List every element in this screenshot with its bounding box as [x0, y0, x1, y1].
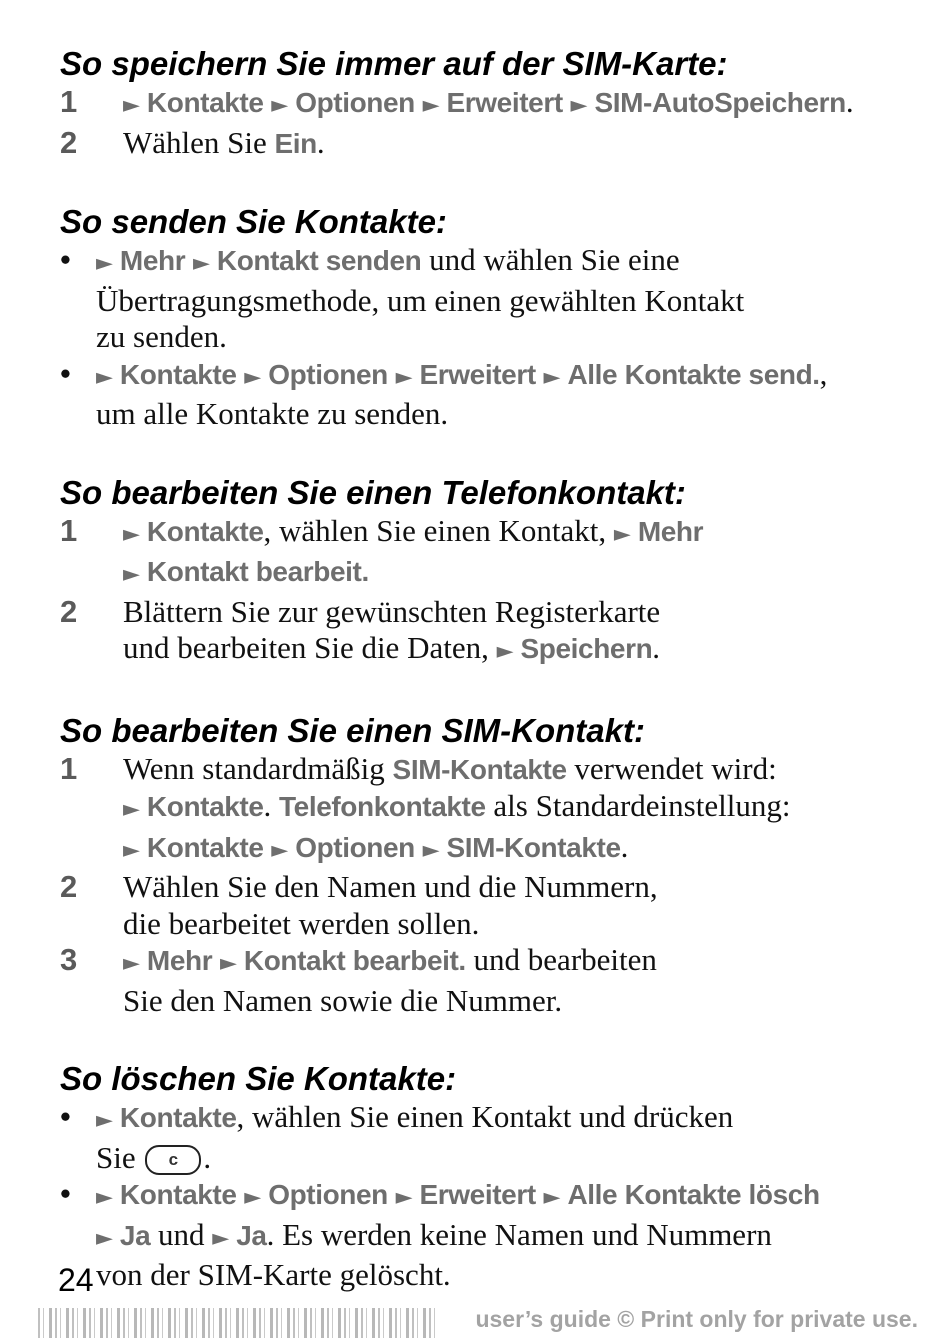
text-line — [96, 1140, 920, 1177]
body-text — [536, 1176, 544, 1211]
menu-arrow-icon: ► — [96, 1108, 120, 1133]
menu-keyword: Erweitert — [419, 1179, 536, 1210]
numbered-step — [60, 84, 920, 125]
body-text: und — [150, 1216, 213, 1252]
menu-arrow-icon: ► — [192, 251, 217, 276]
page-number: 24 — [58, 1262, 94, 1298]
text-line — [123, 594, 920, 631]
menu-keyword: Erweitert — [419, 358, 536, 390]
footer-copyright: user’s guide © Print only for private use. — [475, 1306, 918, 1332]
body-text: . — [845, 84, 854, 119]
step-number: 1 — [60, 84, 78, 119]
menu-keyword: Optionen — [268, 358, 388, 390]
menu-keyword: Ja — [236, 1219, 267, 1251]
menu-keyword: Speichern — [520, 633, 653, 664]
text-line — [123, 630, 920, 671]
menu-keyword: Kontakte — [146, 831, 264, 863]
body-text: , wählen Sie einen Kontakt, — [263, 512, 614, 548]
body-text: . — [263, 788, 280, 823]
text-line — [123, 906, 920, 943]
step-number: 3 — [60, 942, 78, 977]
text-line — [123, 942, 920, 983]
menu-keyword: Alle Kontakte send. — [567, 358, 820, 390]
body-text: als Standardeinstellung: — [485, 788, 791, 823]
bullet-item — [60, 1176, 920, 1294]
menu-arrow-icon: ► — [123, 521, 147, 547]
menu-arrow-icon: ► — [244, 364, 269, 390]
menu-arrow-icon: ► — [271, 93, 296, 118]
menu-keyword: Alle Kontakte lösch — [567, 1179, 820, 1210]
body-text: Sie — [96, 1139, 144, 1175]
menu-keyword: SIM-AutoSpeichern — [594, 87, 846, 118]
body-text: Wählen Sie — [123, 124, 275, 160]
menu-keyword: Optionen — [295, 831, 415, 863]
bullet-marker: • — [60, 1176, 71, 1211]
body-text — [536, 356, 544, 391]
numbered-step — [60, 125, 920, 163]
body-text: Sie den Namen sowie die Nummer. — [123, 982, 563, 1018]
body-text: . — [316, 124, 325, 160]
body-text: , wählen Sie einen Kontakt und drücken — [236, 1099, 734, 1134]
menu-keyword: Erweitert — [446, 87, 563, 118]
menu-arrow-icon: ► — [395, 364, 420, 390]
menu-arrow-icon: ► — [96, 1185, 120, 1210]
bullet-item — [60, 242, 920, 356]
menu-keyword: Optionen — [268, 1179, 388, 1210]
menu-arrow-icon: ► — [395, 1185, 420, 1210]
menu-keyword: Telefonkontakte — [279, 791, 486, 822]
body-text: Blättern Sie zur gewünschten Registerkarte — [123, 593, 661, 629]
menu-arrow-icon: ► — [543, 1185, 568, 1210]
numbered-step — [60, 751, 920, 870]
section-heading: So senden Sie Kontakte: — [60, 203, 447, 240]
menu-keyword: Kontakt bearbeit. — [243, 945, 466, 976]
body-text: Übertragungsmethode, um einen gewählten Kontakt — [96, 282, 745, 318]
clear-key-icon: c — [145, 1145, 201, 1175]
section — [60, 711, 920, 1020]
menu-arrow-icon: ► — [123, 797, 147, 822]
menu-arrow-icon: ► — [543, 364, 568, 390]
step-number: 2 — [60, 593, 78, 629]
text-line — [96, 242, 920, 283]
menu-keyword: Mehr — [119, 245, 186, 276]
text-line — [123, 84, 920, 125]
body-text: zu senden. — [96, 319, 227, 354]
text-line — [96, 1176, 920, 1217]
section — [60, 44, 920, 162]
text-line — [123, 751, 920, 789]
body-text — [212, 942, 220, 977]
footer — [38, 1306, 918, 1340]
text-line — [96, 1099, 920, 1140]
menu-keyword: Kontakte — [119, 1102, 237, 1133]
menu-arrow-icon: ► — [271, 837, 296, 863]
menu-arrow-icon: ► — [96, 1225, 120, 1251]
bullet-item — [60, 356, 920, 433]
bullet-marker: • — [60, 355, 71, 391]
menu-arrow-icon: ► — [496, 639, 521, 664]
menu-arrow-icon: ► — [613, 521, 638, 547]
body-text — [388, 356, 396, 391]
text-line — [123, 513, 920, 554]
menu-keyword: Kontakte — [119, 1179, 237, 1210]
menu-arrow-icon: ► — [219, 951, 244, 976]
bullet-marker: • — [60, 242, 71, 277]
text-line — [123, 983, 920, 1020]
text-line — [96, 283, 920, 320]
manual-page-content — [60, 44, 920, 1334]
menu-arrow-icon: ► — [123, 951, 147, 976]
footer-barcode-text — [38, 1308, 438, 1338]
text-line — [96, 396, 920, 433]
menu-arrow-icon: ► — [422, 837, 447, 863]
menu-keyword: Kontakt bearbeit. — [146, 556, 369, 587]
step-number: 2 — [60, 869, 78, 904]
menu-keyword: Optionen — [295, 87, 415, 118]
menu-keyword: Kontakte — [146, 515, 264, 547]
menu-keyword: Kontakte — [119, 358, 237, 390]
body-text — [388, 1176, 396, 1211]
menu-arrow-icon: ► — [570, 93, 595, 118]
step-number: 2 — [60, 124, 78, 160]
numbered-step — [60, 942, 920, 1019]
section-heading: So bearbeiten Sie einen Telefonkontakt: — [60, 473, 686, 511]
section-heading: So bearbeiten Sie einen SIM-Kontakt: — [60, 711, 645, 749]
menu-keyword: Kontakt senden — [216, 245, 422, 276]
menu-arrow-icon: ► — [96, 251, 120, 276]
menu-keyword: Mehr — [146, 945, 213, 976]
body-text: und bearbeiten — [465, 942, 657, 977]
menu-keyword: Ja — [119, 1219, 151, 1251]
text-line — [123, 125, 920, 163]
body-text: von der SIM-Karte gelöscht. — [96, 1257, 451, 1292]
bullet-item — [60, 1099, 920, 1176]
text-line — [123, 788, 920, 829]
section-heading: So löschen Sie Kontakte: — [60, 1060, 457, 1097]
text-line — [96, 1257, 920, 1294]
section — [60, 202, 920, 433]
text-line — [123, 553, 920, 594]
body-text: . — [652, 630, 661, 665]
menu-keyword: SIM-Kontakte — [446, 831, 621, 863]
body-text: die bearbeitet werden sollen. — [123, 905, 480, 941]
body-text — [563, 84, 571, 119]
body-text — [415, 84, 423, 119]
menu-arrow-icon: ► — [244, 1185, 269, 1210]
body-text: und bearbeiten Sie die Daten, — [123, 630, 497, 665]
body-text: verwendet wird: — [566, 750, 777, 786]
menu-arrow-icon: ► — [212, 1225, 237, 1251]
body-text: . — [620, 828, 629, 864]
menu-arrow-icon: ► — [96, 364, 120, 390]
text-line — [96, 319, 920, 356]
menu-keyword: Kontakte — [146, 87, 264, 118]
text-line — [123, 829, 920, 870]
menu-arrow-icon: ► — [422, 93, 447, 118]
bullet-marker: • — [60, 1099, 71, 1134]
menu-keyword: Ein — [274, 127, 317, 159]
body-text: . Es werden keine Namen und Nummern — [266, 1216, 772, 1252]
numbered-step — [60, 513, 920, 594]
section — [60, 473, 920, 671]
body-text — [415, 829, 423, 864]
numbered-step — [60, 594, 920, 671]
text-line — [96, 356, 920, 397]
menu-keyword: SIM-Kontakte — [392, 753, 567, 785]
section — [60, 1059, 920, 1294]
menu-arrow-icon: ► — [123, 562, 147, 587]
menu-keyword: Mehr — [637, 515, 704, 547]
body-text: und wählen Sie eine — [421, 242, 680, 277]
menu-arrow-icon: ► — [123, 837, 147, 863]
body-text: , — [819, 355, 828, 391]
body-text: . — [203, 1139, 212, 1175]
body-text: Wählen Sie den Namen und die Nummern, — [123, 869, 658, 904]
text-line — [96, 1217, 920, 1258]
numbered-step — [60, 869, 920, 942]
step-number: 1 — [60, 750, 78, 786]
section-heading: So speichern Sie immer auf der SIM-Karte: — [60, 45, 728, 82]
body-text: Wenn standardmäßig — [123, 750, 393, 786]
step-number: 1 — [60, 512, 78, 548]
menu-keyword: Kontakte — [146, 791, 264, 822]
menu-arrow-icon: ► — [123, 93, 147, 118]
text-line — [123, 869, 920, 906]
body-text — [185, 242, 193, 277]
body-text: um alle Kontakte zu senden. — [96, 396, 449, 431]
